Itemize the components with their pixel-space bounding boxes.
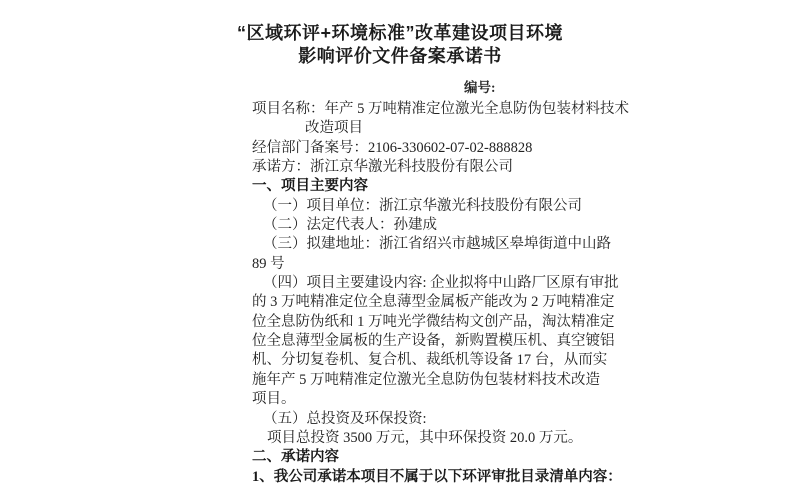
document-line: 机、分切复卷机、复合机、裁纸机等设备 17 台，从而实 <box>252 352 608 369</box>
document-line: （五）总投资及环保投资: <box>263 410 427 427</box>
document-line: 二、承诺内容 <box>252 449 339 466</box>
document-line: （三）拟建地址：浙江省绍兴市越城区皋埠街道中山路 <box>263 236 611 253</box>
document-line: 项目。 <box>252 391 296 408</box>
document-line: （二）法定代表人：孙建成 <box>263 217 437 234</box>
document-line: 位全息薄型金属板的生产设备，新购置模压机、真空镀铝 <box>252 333 615 350</box>
document-line: 施年产 5 万吨精准定位激光全息防伪包装材料技术改造 <box>252 371 600 388</box>
document-line: 的 3 万吨精准定位全息薄型金属板产能改为 2 万吨精准定 <box>252 294 615 311</box>
document-title <box>0 22 800 68</box>
document-line: （一）项目单位：浙江京华激光科技股份有限公司 <box>263 197 582 214</box>
document-line: （四）项目主要建设内容: 企业拟将中山路厂区原有审批 <box>263 275 619 292</box>
document-line: 1、我公司承诺本项目不属于以下环评审批目录清单内容： <box>252 468 622 485</box>
document-line: 一、项目主要内容 <box>252 178 368 195</box>
document-title-line1: “区域环评+环境标准”改革建设项目环境 <box>236 23 563 43</box>
document-line: 改造项目 <box>305 120 363 137</box>
document-line: 项目名称：年产 5 万吨精准定位激光全息防伪包装材料技术 <box>252 101 629 117</box>
document-line: 项目总投资 3500 万元，其中环保投资 20.0 万元。 <box>267 429 583 446</box>
document-line: 经信部门备案号：2106-330602-07-02-888828 <box>252 139 533 156</box>
document-title-line2: 影响评价文件备案承诺书 <box>298 46 502 66</box>
document-line: 承诺方：浙江京华激光科技股份有限公司 <box>252 159 513 176</box>
document-line: 89 号 <box>252 255 285 272</box>
document-body <box>252 100 629 487</box>
document-number-label: 编号: <box>464 80 496 95</box>
document-line: 位全息防伪纸和 1 万吨光学微结构文创产品，淘汰精准定 <box>252 313 615 330</box>
